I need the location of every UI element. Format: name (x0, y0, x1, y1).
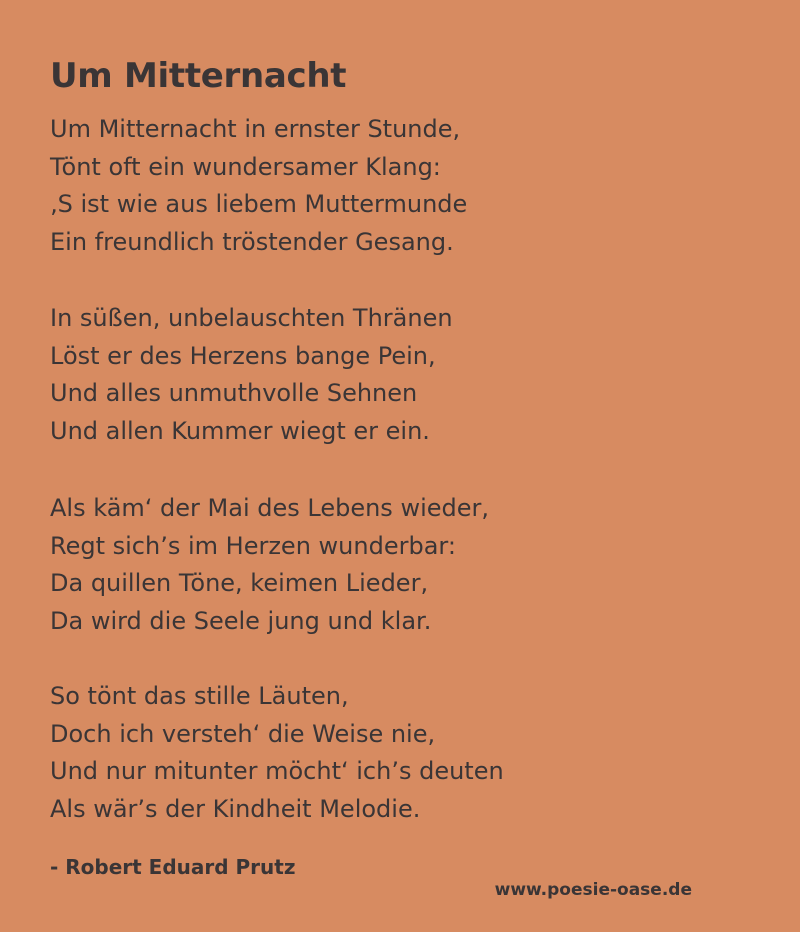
verse-line: ‚S ist wie aus liebem Muttermunde (50, 190, 468, 218)
stanza-3 (50, 490, 670, 640)
verse-line: Regt sich’s im Herzen wunderbar: (50, 531, 456, 560)
website-credit: www.poesie-oase.de (494, 880, 692, 900)
verse-line: So tönt das stille Läuten, (50, 682, 349, 710)
verse-line: Tönt oft ein wundersamer Klang: (50, 152, 441, 181)
verse-line: Ein freundlich tröstender Gesang. (50, 227, 454, 256)
verse-line: Doch ich versteh‘ die Weise nie, (50, 719, 436, 748)
verse-line: Da wird die Seele jung und klar. (50, 606, 432, 635)
verse-line: Da quillen Töne, keimen Lieder, (50, 569, 429, 597)
verse-line: Löst er des Herzens bange Pein, (50, 341, 436, 370)
stanza-1 (50, 111, 670, 261)
verse-line: Und alles unmuthvolle Sehnen (50, 379, 418, 407)
verse-line: Um Mitternacht in ernster Stunde, (50, 115, 461, 143)
verse-line: Als käm‘ der Mai des Lebens wieder, (50, 494, 489, 522)
poem-author: - Robert Eduard Prutz (50, 855, 296, 879)
verse-line: Und allen Kummer wiegt er ein. (50, 416, 430, 445)
verse-line: Und nur mitunter möcht‘ ich’s deuten (50, 757, 504, 785)
verse-line: In süßen, unbelauschten Thränen (50, 304, 453, 332)
stanza-2 (50, 300, 670, 450)
verse-line: Als wär’s der Kindheit Melodie. (50, 794, 421, 823)
stanza-4 (50, 678, 670, 828)
poem-title: Um Mitternacht (50, 56, 347, 96)
